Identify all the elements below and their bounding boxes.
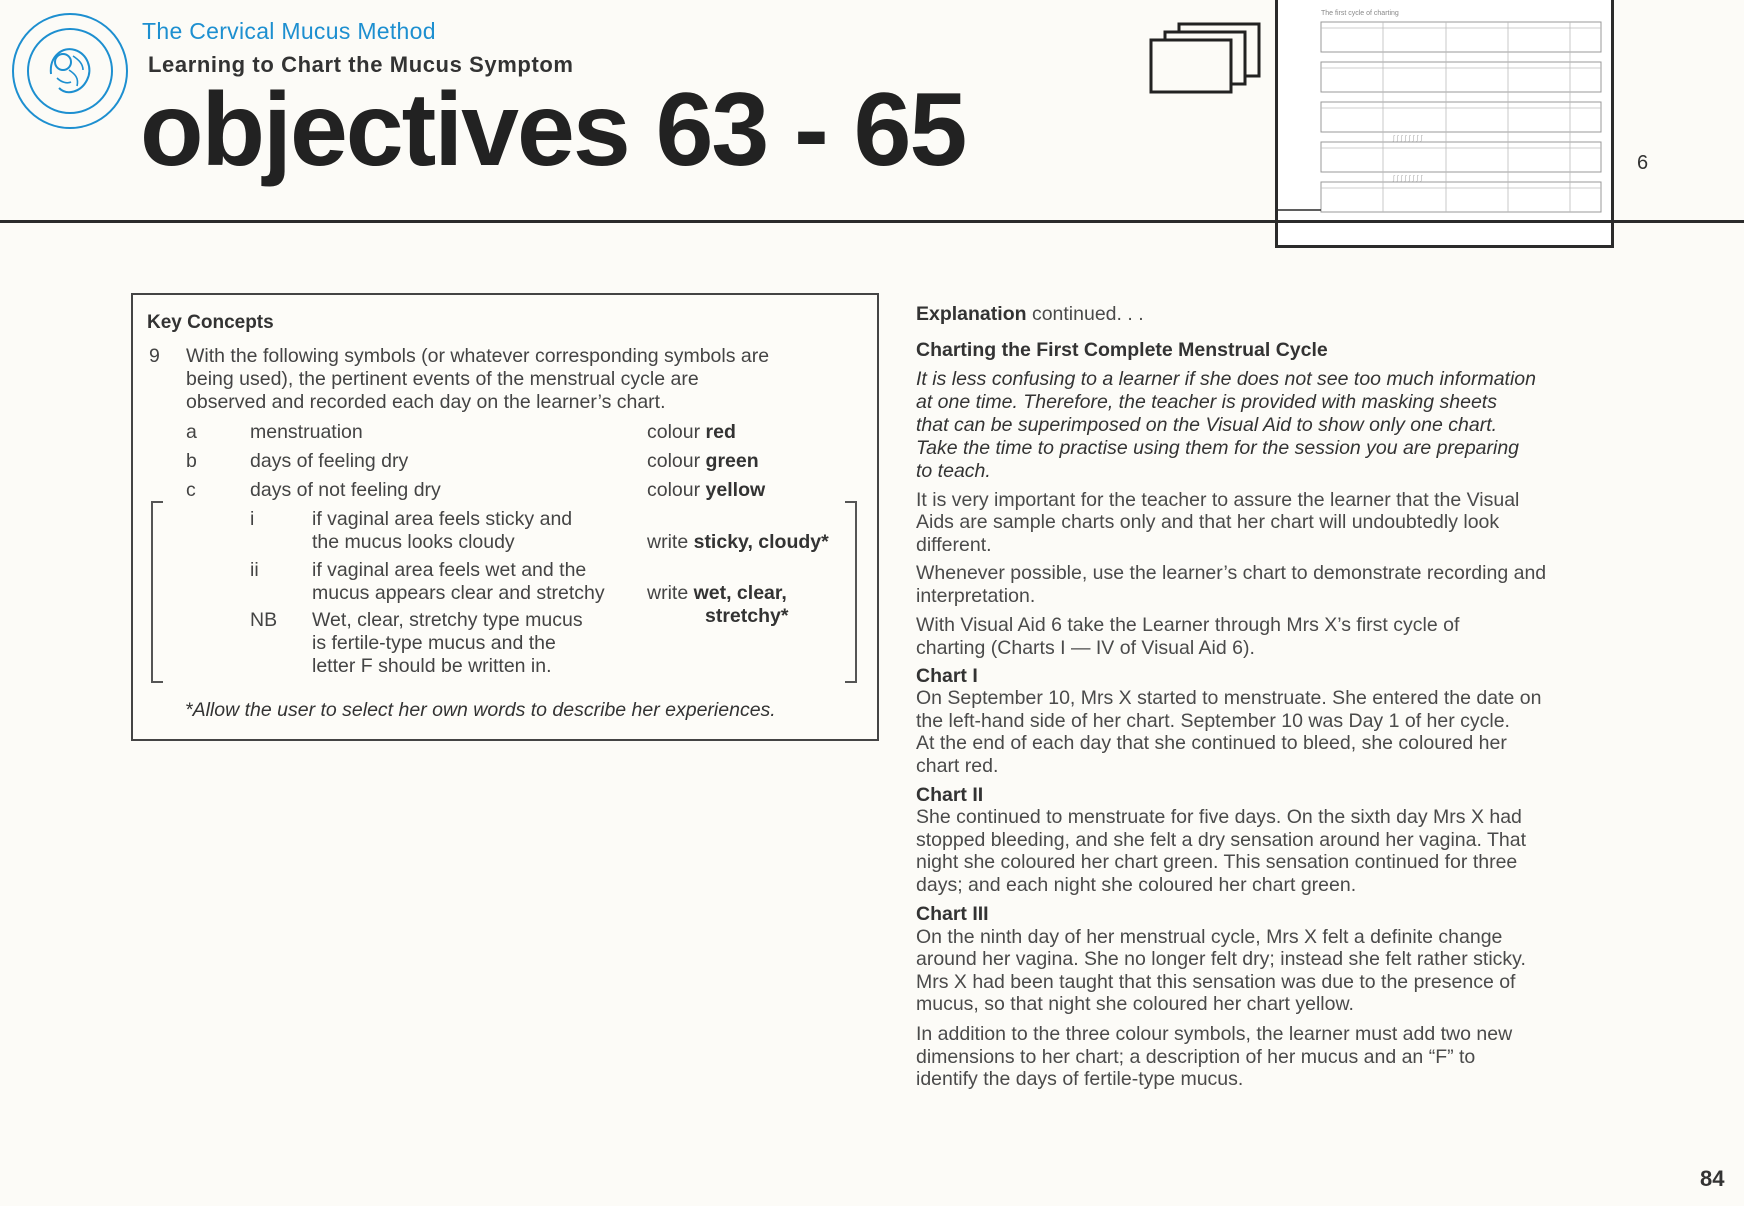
nb-line-1: Wet, clear, stretchy type mucus	[312, 609, 583, 631]
key-concepts-title: Key Concepts	[147, 312, 274, 333]
row-letter: a	[186, 421, 197, 443]
chart-i-title: Chart I	[916, 665, 978, 687]
paragraph-line: identify the days of fertile-type mucus.	[916, 1068, 1244, 1090]
nb-line-3: letter F should be written in.	[312, 655, 552, 677]
sub-ii-symbol-cont: stretchy*	[705, 605, 789, 627]
paragraph-line: interpretation.	[916, 585, 1036, 607]
paragraph-line: dimensions to her chart; a description of her mucus and an “F” to	[916, 1046, 1476, 1068]
paragraph-line: Aids are sample charts only and that her chart will undoubtedly look	[916, 511, 1500, 533]
sub-roman: i	[250, 508, 255, 530]
paragraph-line: charting (Charts I — IV of Visual Aid 6).	[916, 637, 1255, 659]
italic-line: Take the time to practise using them for the session you are preparing	[916, 437, 1520, 459]
sub-ii-symbol: write wet, clear,	[647, 582, 787, 604]
thumbnail-title: The first cycle of charting	[1321, 10, 1399, 17]
intro-line-2: being used), the pertinent events of the menstrual cycle are	[186, 368, 699, 390]
left-bracket	[151, 501, 163, 683]
page-title: objectives 63 - 65	[140, 72, 966, 188]
paragraph-line: mucus, so that night she coloured her chart yellow.	[916, 993, 1354, 1015]
footnote: *Allow the user to select her own words to describe her experiences.	[185, 699, 776, 721]
italic-line: to teach.	[916, 460, 991, 482]
section-title: Charting the First Complete Menstrual Cycle	[916, 339, 1328, 361]
sub-i-line-1: if vaginal area feels sticky and	[312, 508, 573, 530]
paragraph-line: different.	[916, 534, 992, 556]
chart-iii-title: Chart III	[916, 903, 989, 925]
paragraph-line: It is very important for the teacher to assure the learner that the Visual	[916, 489, 1520, 511]
paragraph-line: On the ninth day of her menstrual cycle, Mrs X felt a definite change	[916, 926, 1503, 948]
row-letter: c	[186, 479, 196, 501]
right-bracket	[845, 501, 857, 683]
sub-i-symbol: write sticky, cloudy*	[647, 531, 829, 553]
italic-line: It is less confusing to a learner if she does not see too much information	[916, 368, 1537, 390]
row-symbol: colour red	[647, 421, 736, 443]
paragraph-line: Mrs X had been taught that this sensation was due to the presence of	[916, 971, 1516, 993]
sub-ii-line-2: mucus appears clear and stretchy	[312, 582, 605, 604]
intro-line-3: observed and recorded each day on the learner’s chart.	[186, 391, 666, 413]
paragraph-line: chart red.	[916, 755, 999, 777]
paragraph-line: On September 10, Mrs X started to menstruate. She entered the date on	[916, 687, 1542, 709]
intro-line-1: With the following symbols (or whatever corresponding symbols are	[186, 345, 770, 367]
item-number: 9	[149, 345, 160, 367]
visual-aid-thumbnail	[1275, 0, 1614, 248]
row-label: days of feeling dry	[250, 450, 409, 472]
masking-sheets-icon	[1149, 22, 1261, 94]
chart-grid-image	[1278, 0, 1611, 245]
row-symbol: colour green	[647, 450, 759, 472]
explanation-heading: Explanation continued. . .	[916, 303, 1144, 325]
paragraph-line: With Visual Aid 6 take the Learner through Mrs X’s first cycle of	[916, 614, 1460, 636]
method-logo-icon	[11, 12, 129, 130]
row-letter: b	[186, 450, 197, 472]
row-label: menstruation	[250, 421, 363, 443]
nb-line-2: is fertile-type mucus and the	[312, 632, 556, 654]
sub-ii-line-1: if vaginal area feels wet and the	[312, 559, 587, 581]
series-title: The Cervical Mucus Method	[142, 18, 436, 44]
paragraph-line: the left-hand side of her chart. September 10 was Day 1 of her cycle.	[916, 710, 1510, 732]
nb-label: NB	[250, 609, 278, 631]
italic-line: at one time. Therefore, the teacher is provided with masking sheets	[916, 391, 1497, 413]
paragraph-line: She continued to menstruate for five days. On the sixth day Mrs X had	[916, 806, 1522, 828]
row-symbol: colour yellow	[647, 479, 766, 501]
svg-text:ʃ ʃ ʃ ʃ ʃ ʃ ʃ ʃ: ʃ ʃ ʃ ʃ ʃ ʃ ʃ ʃ	[1393, 135, 1423, 142]
paragraph-line: night she coloured her chart green. This sensation continued for three	[916, 851, 1518, 873]
chart-ii-title: Chart II	[916, 784, 984, 806]
page-number: 84	[1700, 1166, 1725, 1191]
paragraph-line: days; and each night she coloured her chart green.	[916, 874, 1357, 896]
paragraph-line: stopped bleeding, and she felt a dry sensation around her vagina. That	[916, 829, 1526, 851]
row-label: days of not feeling dry	[250, 479, 441, 501]
header-rule	[0, 220, 1744, 223]
page-subtitle: Learning to Chart the Mucus Symptom	[148, 52, 574, 77]
paragraph-line: In addition to the three colour symbols, the learner must add two new	[916, 1023, 1513, 1045]
svg-text:ʃ ʃ ʃ ʃ ʃ ʃ ʃ ʃ: ʃ ʃ ʃ ʃ ʃ ʃ ʃ ʃ	[1393, 175, 1423, 182]
italic-line: that can be superimposed on the Visual Aid to show only one chart.	[916, 414, 1498, 436]
paragraph-line: around her vagina. She no longer felt dry; instead she felt rather sticky.	[916, 948, 1526, 970]
paragraph-line: Whenever possible, use the learner’s chart to demonstrate recording and	[916, 562, 1547, 584]
visual-aid-number: 6	[1637, 152, 1649, 174]
key-concepts-box	[131, 293, 879, 741]
sub-i-line-2: the mucus looks cloudy	[312, 531, 515, 553]
paragraph-line: At the end of each day that she continued to bleed, she coloured her	[916, 732, 1507, 754]
sub-roman: ii	[250, 559, 259, 581]
